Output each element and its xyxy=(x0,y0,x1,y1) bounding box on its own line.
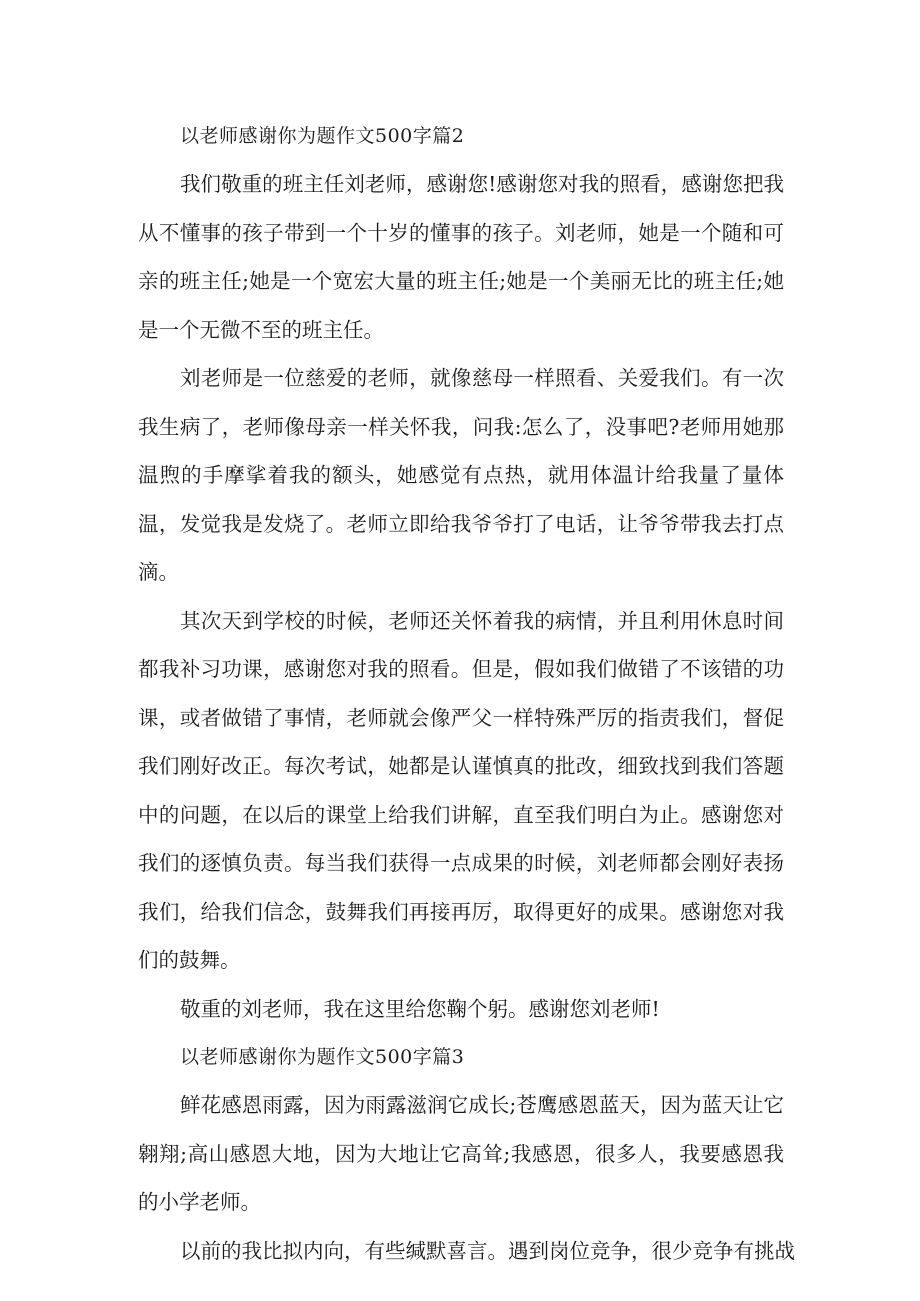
paragraph-1: 我们敬重的班主任刘老师，感谢您!感谢您对我的照看，感谢您把我从不懂事的孩子带到一个十岁的懂事的孩子。刘老师，她是一个随和可亲的班主任;她是一个宽宏大量的班主任;她是一个美丽无比的班主任;她是一个无微不至的班主任。 xyxy=(138,172,784,342)
paragraph-3: 其次天到学校的时候，老师还关怀着我的病情，并且利用休息时间都我补习功课，感谢您对我的照看。但是，假如我们做错了不该错的功课，或者做错了事情，老师就会像严父一样特殊严厉的指责我们，督促我们刚好改正。每次考试，她都是认谨慎真的批改，细致找到我们答题中的问题，在以后的课堂上给我们讲解，直至我们明白为止。感谢您对我们的逐慎负责。每当我们获得一点成果的时候，刘老师都会刚好表扬我们，给我们信念，鼓舞我们再接再厉，取得更好的成果。感谢您对我们的鼓舞。 xyxy=(138,608,784,972)
essay-heading-2: 以老师感谢你为题作文500字篇3 xyxy=(180,1046,465,1068)
essay-heading-1: 以老师感谢你为题作文500字篇2 xyxy=(180,125,465,147)
paragraph-2: 刘老师是一位慈爱的老师，就像慈母一样照看、关爱我们。有一次我生病了，老师像母亲一样关怀我，问我:怎么了，没事吧?老师用她那温煦的手摩挲着我的额头，她感觉有点热，就用体温计给我量了量体温，发觉我是发烧了。老师立即给我爷爷打了电话，让爷爷带我去打点滴。 xyxy=(138,366,784,584)
paragraph-4: 敬重的刘老师，我在这里给您鞠个躬。感谢您刘老师! xyxy=(180,996,660,1021)
document-body xyxy=(138,112,795,1275)
paragraph-5: 鲜花感恩雨露，因为雨露滋润它成长;苍鹰感恩蓝天，因为蓝天让它翱翔;高山感恩大地，因为大地让它高耸;我感恩，很多人，我要感恩我的小学老师。 xyxy=(138,1093,784,1214)
paragraph-6: 以前的我比拟内向，有些缄默喜言。遇到岗位竞争，很少竞争有挑战 xyxy=(180,1238,795,1263)
